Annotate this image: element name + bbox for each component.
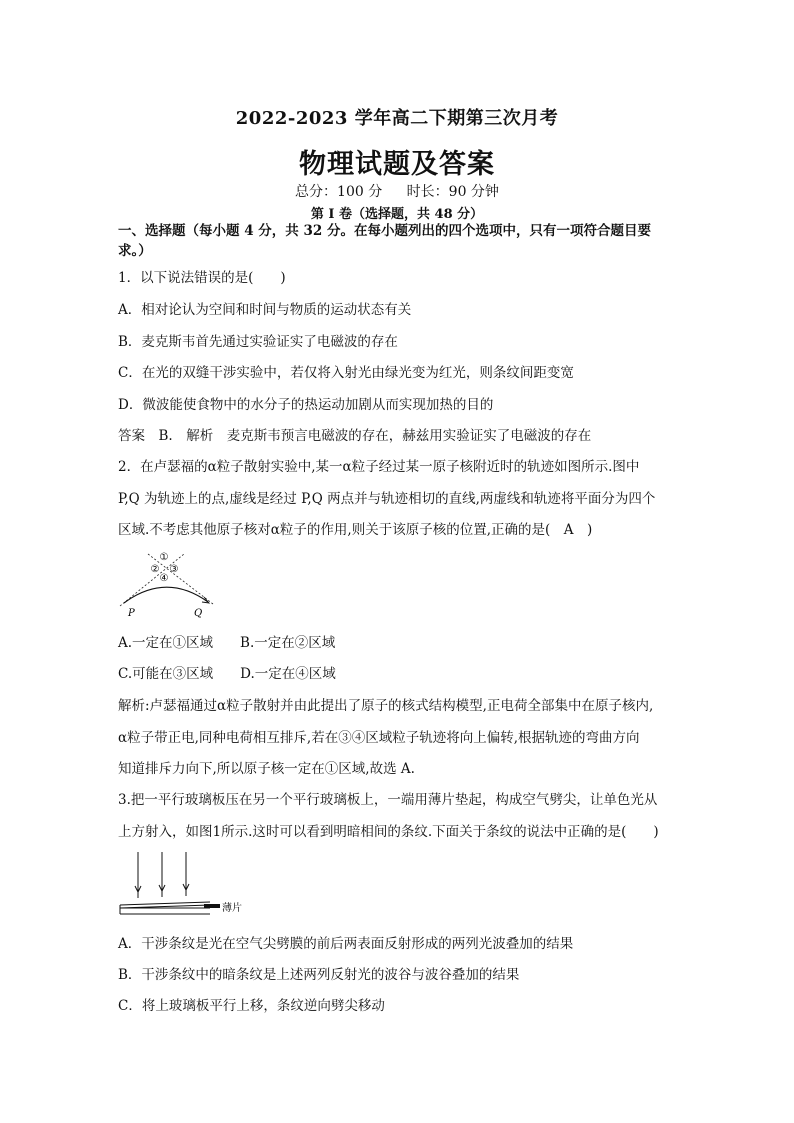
q1-option-c: C．在光的双缝干涉实验中，若仅将入射光由绿光变为红光，则条纹间距变宽 [118, 365, 574, 381]
alpha-scattering-figure [118, 548, 228, 620]
part1-instruction-line2: 求。） [118, 243, 152, 259]
thin-sheet-label: 薄片 [222, 903, 242, 914]
q2-stem-line3: 区域.不考虑其他原子核对α粒子的作用,则关于该原子核的位置,正确的是( A ) [118, 522, 593, 538]
q3-stem-line1: 3.把一平行玻璃板压在另一个平行玻璃板上，一端用薄片垫起，构成空气劈尖，让单色光从 [118, 792, 658, 808]
q2-stem-line1: 2．在卢瑟福的α粒子散射实验中,某一α粒子经过某一原子核附近时的轨迹如图所示.图中 [118, 459, 640, 475]
exam-subtitle: 物理试题及答案 [299, 149, 495, 180]
q1-option-a: A．相对论认为空间和时间与物质的运动状态有关 [118, 302, 412, 318]
q2-options-line1: A.一定在①区域 B.一定在②区域 [118, 635, 336, 651]
q3-option-a: A．干涉条纹是光在空气尖劈膜的前后两表面反射形成的两列光波叠加的结果 [118, 936, 574, 952]
q2-stem-line2: P,Q 为轨迹上的点,虚线是经过 P,Q 两点并与轨迹相切的直线,两虚线和轨迹将平面分为四个 [118, 491, 656, 507]
thin-sheet [204, 904, 220, 908]
q3-option-b: B．干涉条纹中的暗条纹是上述两列反射光的波谷与波谷叠加的结果 [118, 967, 520, 983]
total-score: 总分：100 分 [295, 184, 383, 200]
tangent-line-p [120, 554, 184, 606]
upper-plate-top [120, 902, 210, 905]
q3-stem-line2: 上方射入，如图1所示.这时可以看到明暗相间的条纹.下面关于条纹的说法中正确的是( ) [118, 824, 659, 840]
region-3-label: ③ [169, 564, 179, 575]
q3-option-c: C．将上玻璃板平行上移，条纹逆向劈尖移动 [118, 998, 385, 1014]
q2-options-line2: C.可能在③区域 D.一定在④区域 [118, 666, 336, 682]
region-1-label: ① [159, 552, 169, 563]
q2-analysis-line3: 知道排斥力向下,所以原子核一定在①区域,故选 A. [118, 761, 415, 777]
section-heading: 第 I 卷（选择题，共 48 分） [310, 207, 484, 222]
region-4-label: ④ [159, 573, 169, 584]
alpha-trajectory [124, 587, 208, 603]
q1-option-d: D．微波能使食物中的水分子的热运动加剧从而实现加热的目的 [118, 397, 494, 413]
point-q-label: Q [194, 608, 203, 619]
exam-meta [0, 181, 794, 201]
duration: 时长：90 分钟 [406, 184, 499, 200]
point-p-label: P [128, 608, 135, 619]
incident-light-rays [135, 852, 189, 898]
region-2-label: ② [150, 564, 160, 575]
q1-stem: 1．以下说法错误的是( ) [118, 270, 286, 286]
exam-title: 2022-2023 学年高二下期第三次月考 [235, 108, 559, 129]
q1-option-b: B．麦克斯韦首先通过实验证实了电磁波的存在 [118, 334, 398, 350]
part1-instruction-line1: 一、选择题（每小题 4 分，共 32 分。在每小题列出的四个选项中，只有一项符合题目要 [118, 223, 651, 239]
tangent-line-q [148, 554, 213, 604]
glass-plates [120, 902, 220, 914]
q2-analysis-line1: 解析:卢瑟福通过α粒子散射并由此提出了原子的核式结构模型,正电荷全部集中在原子核内, [118, 698, 654, 714]
air-wedge-figure [118, 850, 258, 920]
q2-analysis-line2: α粒子带正电,同种电荷相互排斥,若在③④区域粒子轨迹将向上偏转,根据轨迹的弯曲方向 [118, 730, 640, 746]
q1-answer: 答案 B. 解析 麦克斯韦预言电磁波的存在，赫兹用实验证实了电磁波的存在 [118, 428, 592, 444]
